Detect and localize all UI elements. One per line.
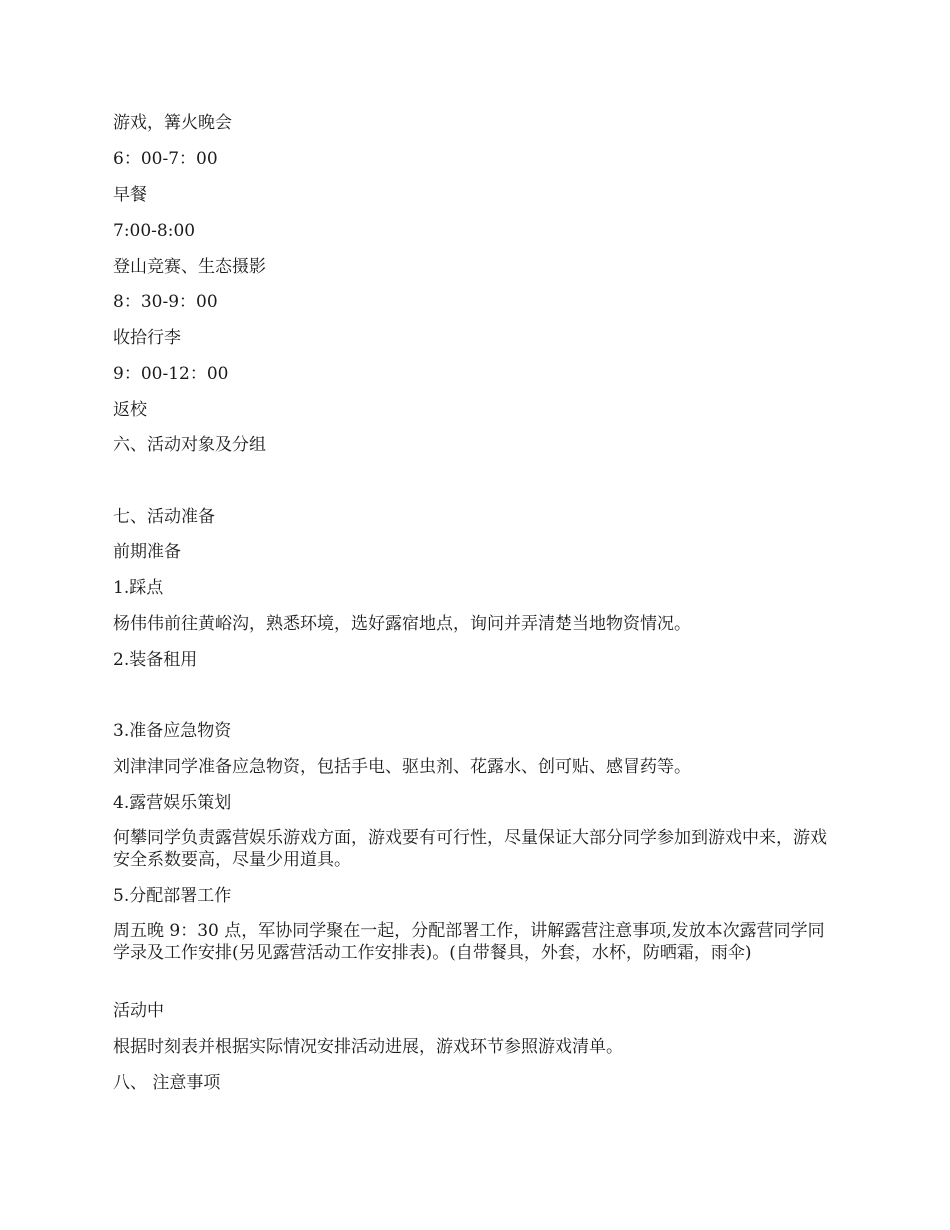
text-line: 收拾行李: [113, 328, 181, 348]
text-line: 返校: [113, 400, 147, 420]
text-line: 9：00-12：00: [113, 364, 229, 384]
text-line: 8：30-9：00: [113, 292, 218, 312]
text-line: 1.踩点: [113, 578, 164, 598]
paragraph: 根据时刻表并根据实际情况安排活动进展，游戏环节参照游戏清单。: [113, 1037, 623, 1057]
text-line: 早餐: [113, 185, 147, 205]
section-heading: 七、活动准备: [113, 507, 215, 527]
paragraph: 杨伟伟前往黄峪沟，熟悉环境，选好露宿地点，询问并弄清楚当地物资情况。: [113, 614, 691, 634]
paragraph: 周五晚 9：30 点，军协同学聚在一起，分配部署工作，讲解露营注意事项,发放本次露营同学同学录及工作安排(另见露营活动工作安排表)。(自带餐具，外套，水杯，防晒霜，雨伞): [113, 921, 825, 963]
paragraph: 刘津津同学准备应急物资，包括手电、驱虫剂、花露水、创可贴、感冒药等。: [113, 757, 691, 777]
section-heading: 八、 注意事项: [113, 1073, 221, 1093]
subheading: 活动中: [113, 1001, 164, 1021]
paragraph: 何攀同学负责露营娱乐游戏方面，游戏要有可行性，尽量保证大部分同学参加到游戏中来，游戏安全系数要高，尽量少用道具。: [113, 828, 827, 870]
text-line: 游戏，篝火晚会: [113, 113, 232, 133]
text-line: 4.露营娱乐策划: [113, 793, 232, 813]
subheading: 前期准备: [113, 542, 181, 562]
text-line: 5.分配部署工作: [113, 886, 232, 906]
text-line: 7:00-8:00: [113, 221, 196, 241]
text-line: 2.装备租用: [113, 650, 198, 670]
section-heading: 六、活动对象及分组: [113, 435, 266, 455]
text-line: 登山竞赛、生态摄影: [113, 257, 266, 277]
text-line: 3.准备应急物资: [113, 721, 232, 741]
text-line: 6：00-7：00: [113, 149, 218, 169]
